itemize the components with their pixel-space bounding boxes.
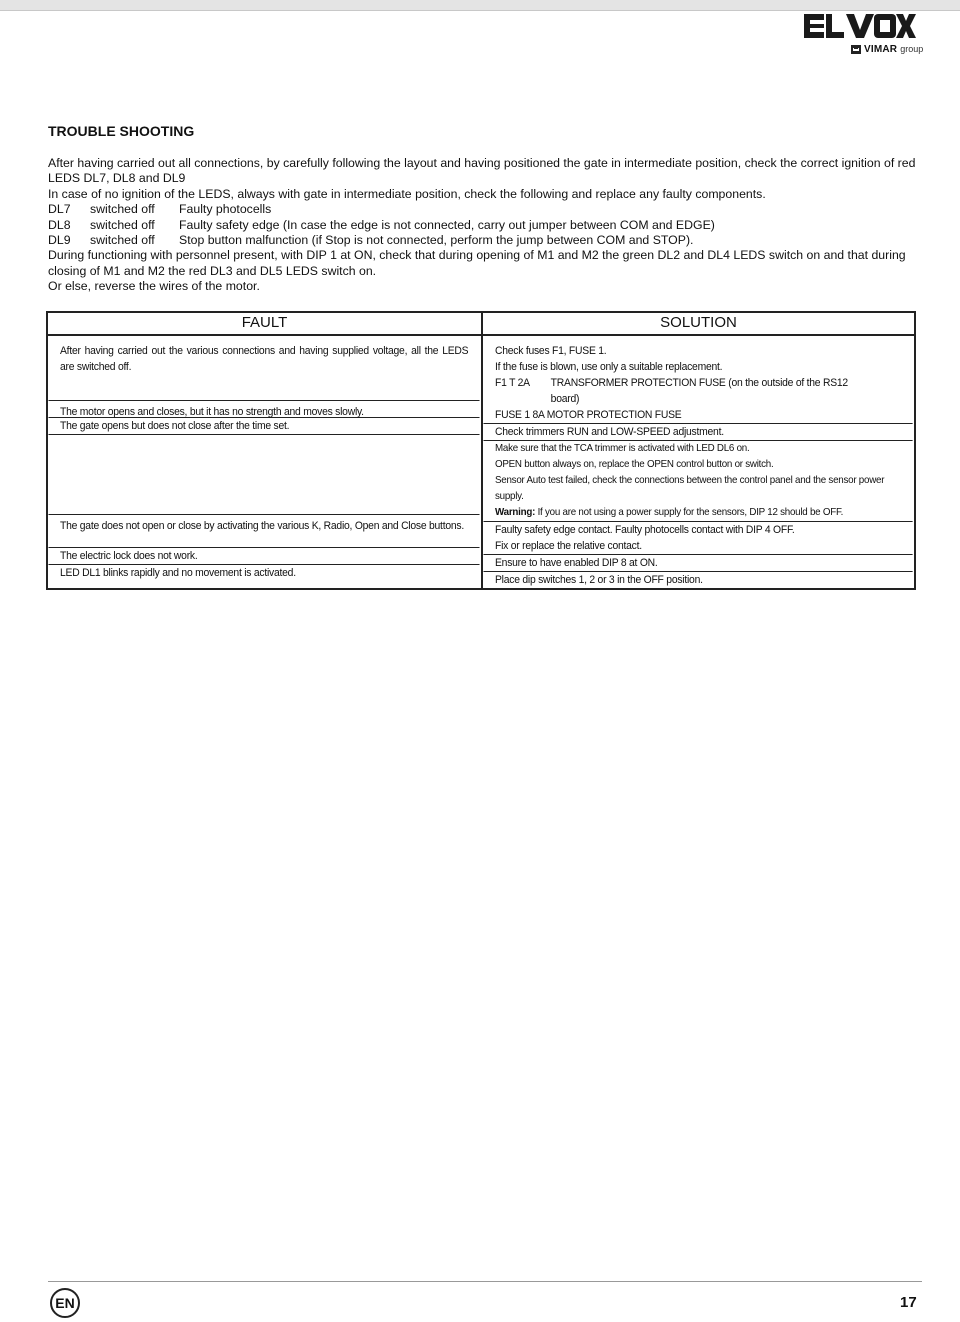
troubleshooting-table	[46, 311, 916, 590]
fault-item: The motor opens and closes, but it has no strength and moves slowly.	[48, 401, 479, 418]
warning-text: If you are not using a power supply for the sensors, DIP 12 should be OFF.	[535, 507, 844, 518]
solution-item: board)	[550, 393, 580, 405]
section-title: TROUBLE SHOOTING	[48, 123, 195, 139]
led-state: switched off	[90, 217, 155, 232]
top-band-edge	[0, 10, 960, 11]
language-badge: EN	[50, 1288, 80, 1318]
solution-item: Sensor Auto test failed, check the connections between the control panel and the sensor power supply.	[495, 475, 885, 502]
intro-paragraph-4: Or else, reverse the wires of the motor.	[48, 279, 260, 294]
led-name: DL7	[48, 202, 71, 217]
solution-header: SOLUTION	[482, 312, 915, 335]
led-cause: Faulty safety edge (In case the edge is not connected, carry out jumper between COM and EDGE)	[179, 217, 715, 232]
page-number: 17	[900, 1294, 917, 1311]
solution-item: Faulty safety edge contact. Faulty photocells contact with DIP 4 OFF.	[495, 524, 795, 536]
led-cause: Faulty photocells	[179, 202, 272, 217]
warning-label: Warning:	[495, 507, 536, 518]
solution-item: Ensure to have enabled DIP 8 at ON.	[483, 555, 912, 572]
solution-item: Make sure that the TCA trimmer is activated with LED DL6 on.	[495, 443, 750, 454]
fault-item: The gate does not open or close by activating the various K, Radio, Open and Close buttons.	[48, 515, 479, 548]
solution-item: Check fuses F1, FUSE 1.	[495, 345, 607, 357]
table-body-row	[47, 335, 915, 589]
led-row-dl7	[48, 202, 918, 217]
fuse-code: F1 T 2A	[495, 377, 530, 389]
fault-item: LED DL1 blinks rapidly and no movement is activated.	[60, 567, 296, 579]
top-band	[0, 0, 960, 10]
group-label: group	[900, 44, 924, 54]
led-cause: Stop button malfunction (if Stop is not connected, perform the jump between COM and STOP).	[179, 233, 694, 248]
led-row-dl8	[48, 218, 918, 233]
table-header-row	[47, 312, 915, 335]
led-name: DL8	[48, 217, 71, 232]
led-row-dl9	[48, 233, 918, 248]
solution-item	[483, 505, 912, 522]
solution-item: Fix or replace the relative contact.	[483, 538, 912, 555]
vimar-brand: VIMAR	[864, 43, 898, 55]
solution-item: OPEN button always on, replace the OPEN control button or switch.	[495, 459, 774, 470]
led-state: switched off	[90, 202, 155, 217]
fault-spacer	[48, 435, 479, 515]
solution-item: FUSE 1 8A MOTOR PROTECTION FUSE	[483, 407, 912, 424]
fault-item: The gate opens but does not close after the time set.	[48, 418, 479, 435]
intro-paragraph-3: During functioning with personnel present, with DIP 1 at ON, check that during opening of M1 and M2 the green DL2 and DL4 LEDS switch on and that during closing of M1 and M2 the red DL3 and DL5 LEDS switch on.	[48, 248, 906, 278]
fault-item: After having carried out the various connections and having supplied voltage, all the LEDS are switched off.	[48, 336, 479, 401]
solution-item: Check trimmers RUN and LOW-SPEED adjustment.	[483, 424, 912, 441]
footer-divider	[48, 1281, 922, 1282]
intro-text	[48, 156, 918, 295]
fault-column	[47, 335, 482, 589]
vimar-mark-icon	[851, 45, 861, 54]
led-state: switched off	[90, 233, 155, 248]
intro-paragraph-2: In case of no ignition of the LEDS, always with gate in intermediate position, check the following and replace any faulty components.	[48, 186, 766, 201]
led-name: DL9	[48, 233, 71, 248]
fault-item: The electric lock does not work.	[48, 548, 479, 565]
fuse-description: TRANSFORMER PROTECTION FUSE (on the outside of the RS12	[550, 377, 848, 389]
solution-item	[483, 375, 912, 391]
solution-column	[482, 335, 915, 589]
vimar-group-logo	[851, 43, 923, 55]
intro-paragraph-1: After having carried out all connections, by carefully following the layout and having positioned the gate in intermediate position, check the correct ignition of red LEDS DL7, DL8 and DL9	[48, 156, 916, 186]
solution-item: If the fuse is blown, use only a suitable replacement.	[495, 361, 723, 373]
solution-item: Place dip switches 1, 2 or 3 in the OFF position.	[495, 574, 703, 586]
fault-header: FAULT	[47, 312, 482, 335]
